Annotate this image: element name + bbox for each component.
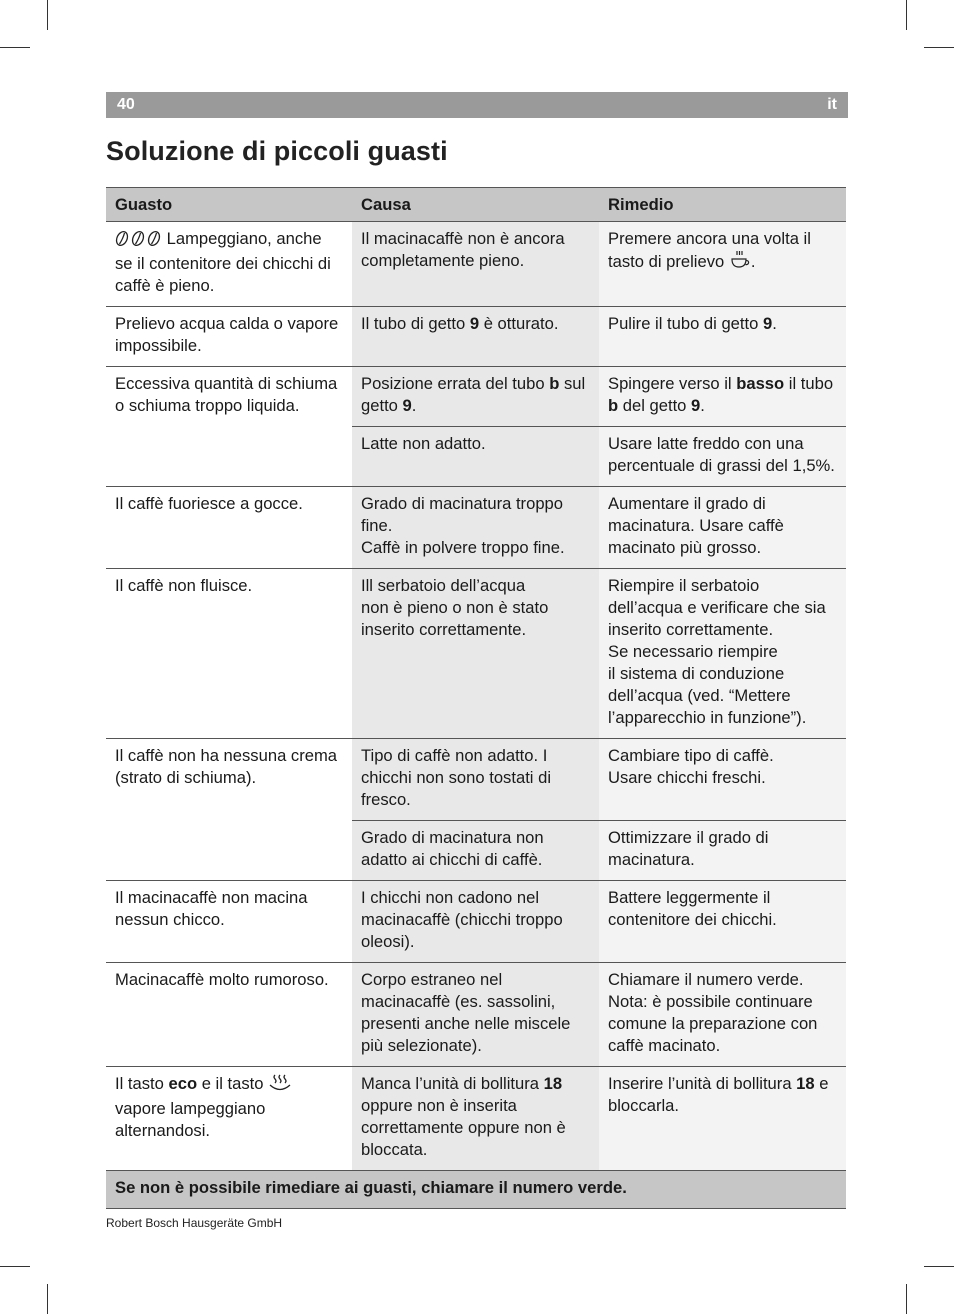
rimedio-text: Aumentare il grado di macinatura. Usare caffè macinato più grosso. — [608, 494, 784, 557]
crop-mark — [47, 0, 48, 30]
causa-text: Corpo estraneo nel macinacaffè (es. sassolini, presenti anche nelle miscele più selezionate). — [361, 970, 571, 1055]
cell-causa — [352, 569, 599, 739]
cell-rimedio — [599, 487, 846, 569]
rimedio-text-part: Spingere verso il — [608, 374, 737, 393]
causa-text-part: 9 — [402, 396, 412, 415]
cell-rimedio — [599, 427, 846, 487]
guasto-text: Macinacaffè molto rumoroso. — [115, 970, 329, 989]
causa-text-part: è otturato. — [479, 314, 559, 333]
causa-text-part: oppure non è inserita correttamente oppure non è bloccata. — [361, 1096, 566, 1159]
cell-rimedio — [599, 367, 846, 427]
cell-causa — [352, 427, 599, 487]
rimedio-text: Ottimizzare il grado di macinatura. — [608, 828, 769, 869]
rimedio-text-part: e bloccarla. — [608, 1074, 829, 1115]
causa-text-part: Manca l’unità di bollitura — [361, 1074, 544, 1093]
cell-causa — [352, 307, 599, 367]
cell-causa — [352, 881, 599, 963]
rimedio-text-part: del getto — [618, 396, 692, 415]
cell-rimedio — [599, 1067, 846, 1171]
cell-rimedio — [599, 821, 846, 881]
steam-icon — [268, 1074, 292, 1098]
cell-guasto — [106, 569, 352, 739]
cell-causa — [352, 1067, 599, 1171]
rimedio-text-part: . — [700, 396, 705, 415]
cell-rimedio — [599, 881, 846, 963]
cell-guasto — [106, 222, 352, 307]
cell-guasto — [106, 307, 352, 367]
rimedio-text-part: . — [772, 314, 777, 333]
rimedio-text-part: 18 — [796, 1074, 815, 1093]
cell-rimedio — [599, 739, 846, 821]
causa-text: I chicchi non cadono nel macinacaffè (chicchi troppo oleosi). — [361, 888, 563, 951]
rimedio-text-part: b — [608, 396, 619, 415]
guasto-text: Il macinacaffè non macina nessun chicco. — [115, 888, 308, 929]
column-header-rimedio: Rimedio — [599, 188, 846, 222]
table-row — [106, 1067, 846, 1171]
table-row — [106, 881, 846, 963]
guasto-text-part: e il tasto — [197, 1074, 269, 1093]
cell-rimedio — [599, 569, 846, 739]
cell-causa — [352, 739, 599, 821]
guasto-text: Il caffè non ha nessuna crema (strato di schiuma). — [115, 746, 338, 787]
rimedio-text: Battere leggermente il contenitore dei chicchi. — [608, 888, 777, 929]
table-row — [106, 222, 846, 307]
guasto-text: Lampeggiano, anche se il contenitore dei chicchi di caffè è pieno. — [115, 229, 331, 295]
cell-causa — [352, 222, 599, 307]
crop-mark — [924, 1266, 954, 1267]
guasto-text-part: vapore lampeggiano alternandosi. — [115, 1099, 266, 1140]
three-bean-icon — [115, 230, 162, 253]
table-row — [106, 487, 846, 569]
rimedio-text-part: il tubo — [784, 374, 834, 393]
table-footer-note: Se non è possibile rimediare ai guasti, chiamare il numero verde. — [106, 1171, 846, 1209]
cell-causa — [352, 367, 599, 427]
crop-mark — [47, 1284, 48, 1314]
rimedio-text: Usare latte freddo con una percentuale di grassi del 1,5%. — [608, 434, 835, 475]
cell-guasto — [106, 1067, 352, 1171]
causa-text-part: Posizione errata del tubo — [361, 374, 550, 393]
rimedio-text: Riempire il serbatoio dell’acqua e verificare che sia inserito correttamente. Se necessario riempire il sistema di conduzione dell’acqua (ved. “Mettere l’apparecchio in funzione”). — [608, 576, 826, 727]
table-row — [106, 307, 846, 367]
table-row — [106, 963, 846, 1067]
causa-text: Il macinacaffè non è ancora completamente pieno. — [361, 229, 565, 270]
guasto-text: Il caffè non fluisce. — [115, 576, 253, 595]
crop-mark — [906, 1284, 907, 1314]
causa-text-part: . — [411, 396, 417, 415]
guasto-text: Prelievo acqua calda o vapore impossibile. — [115, 314, 339, 355]
causa-text: Latte non adatto. — [361, 434, 486, 453]
causa-text-part: 18 — [543, 1074, 563, 1093]
cell-rimedio — [599, 222, 846, 307]
causa-text-part: sul getto — [361, 374, 586, 415]
guasto-text: Il caffè fuoriesce a gocce. — [115, 494, 303, 513]
table-body — [106, 222, 846, 1171]
cell-causa — [352, 821, 599, 881]
crop-mark — [0, 1266, 30, 1267]
causa-text: Ill serbatoio dell’acqua non è pieno o non è stato inserito correttamente. — [361, 576, 549, 639]
cell-guasto — [106, 367, 352, 487]
language-code: it — [827, 96, 837, 113]
crop-mark — [906, 0, 907, 30]
page-header-bar — [106, 92, 848, 118]
company-name: Robert Bosch Hausgeräte GmbH — [106, 1216, 283, 1230]
cell-guasto — [106, 487, 352, 569]
cell-rimedio — [599, 963, 846, 1067]
guasto-text-part: eco — [168, 1074, 198, 1093]
page-number: 40 — [117, 96, 135, 113]
coffee-cup-icon — [729, 250, 751, 276]
guasto-text: Eccessiva quantità di schiuma o schiuma troppo liquida. — [115, 374, 338, 415]
rimedio-text: Chiamare il numero verde. Nota: è possibile continuare comune la preparazione con caffè macinato. — [608, 970, 818, 1055]
rimedio-text-part: 9 — [762, 314, 773, 333]
rimedio-text-part: Inserire l’unità di bollitura — [608, 1074, 797, 1093]
column-header-guasto: Guasto — [106, 188, 352, 222]
rimedio-text-part: 9 — [691, 396, 701, 415]
cell-rimedio — [599, 307, 846, 367]
causa-text: Tipo di caffè non adatto. I chicchi non sono tostati di fresco. — [361, 746, 552, 809]
causa-text: Grado di macinatura non adatto ai chicchi di caffè. — [361, 828, 544, 869]
guasto-text-part: Il tasto — [115, 1074, 169, 1093]
cell-guasto — [106, 739, 352, 881]
causa-text: Grado di macinatura troppo fine. Caffè in polvere troppo fine. — [361, 494, 565, 557]
table-header-row — [106, 188, 846, 222]
rimedio-text-part: basso — [736, 374, 785, 393]
rimedio-text: Cambiare tipo di caffè. Usare chicchi freschi. — [608, 746, 774, 787]
cell-causa — [352, 487, 599, 569]
rimedio-text-end: . — [750, 252, 756, 271]
causa-text-part: b — [549, 374, 560, 393]
causa-text-part: 9 — [469, 314, 480, 333]
cell-causa — [352, 963, 599, 1067]
rimedio-text-part: Pulire il tubo di getto — [608, 314, 763, 333]
troubleshooting-table — [106, 187, 846, 1209]
crop-mark — [924, 47, 954, 48]
causa-text-part: Il tubo di getto — [361, 314, 470, 333]
crop-mark — [0, 47, 30, 48]
page-title: Soluzione di piccoli guasti — [106, 136, 448, 166]
column-header-causa: Causa — [352, 188, 599, 222]
cell-guasto — [106, 881, 352, 963]
cell-guasto — [106, 963, 352, 1067]
table-row — [106, 569, 846, 739]
table-row — [106, 367, 846, 427]
table-footer-row — [106, 1171, 846, 1209]
table-row — [106, 739, 846, 821]
rimedio-text: Premere ancora una volta il tasto di prelievo — [608, 229, 811, 271]
